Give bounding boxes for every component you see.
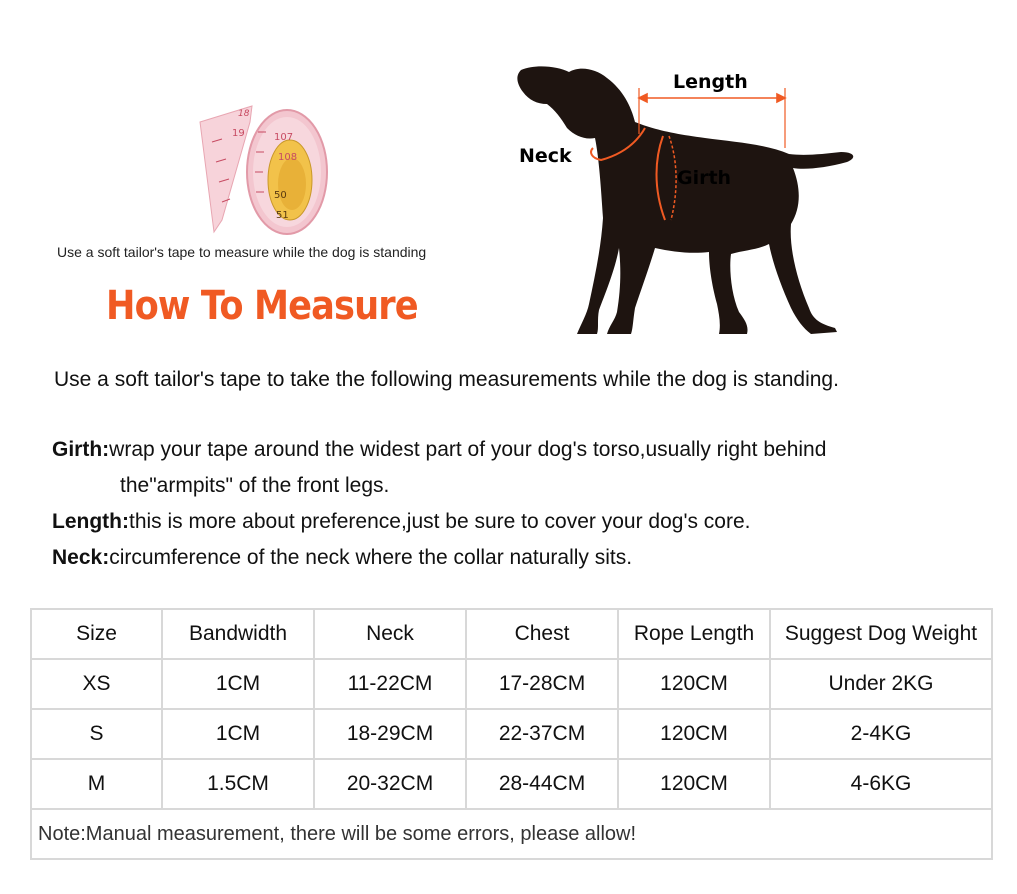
table-cell: 120CM [618,759,770,809]
length-term: Length: [52,510,129,533]
table-note-row [31,809,992,859]
table-header: Rope Length [618,609,770,659]
table-row [31,659,992,709]
tape-number: 19 [232,128,245,139]
table-cell: 28-44CM [466,759,618,809]
table-header-row [31,609,992,659]
dog-silhouette [517,66,853,334]
table-cell: XS [31,659,162,709]
table-cell: 120CM [618,659,770,709]
neck-term: Neck: [52,546,110,569]
table-cell: S [31,709,162,759]
neck-definition [52,546,632,570]
table-cell: Under 2KG [770,659,992,709]
table-header: Neck [314,609,466,659]
table-header: Size [31,609,162,659]
table-header: Bandwidth [162,609,314,659]
table-header: Suggest Dog Weight [770,609,992,659]
table-cell: 120CM [618,709,770,759]
tape-number: 108 [278,152,298,163]
girth-term: Girth: [52,438,110,461]
table-cell: 1.5CM [162,759,314,809]
size-table [30,608,993,860]
table-cell: 1CM [162,659,314,709]
table-cell: 4-6KG [770,759,992,809]
table-cell: 20-32CM [314,759,466,809]
tape-number: 50 [274,190,287,201]
dog-measure-diagram [505,58,865,338]
table-header: Chest [466,609,618,659]
girth-label: Girth [677,167,732,189]
girth-text: wrap your tape around the widest part of your dog's torso,usually right behind [109,438,827,461]
tape-number: 107 [274,132,294,143]
page-title: How To Measure [106,283,418,329]
table-cell: 22-37CM [466,709,618,759]
table-cell: 18-29CM [314,709,466,759]
girth-definition [52,438,826,462]
girth-definition-cont: the"armpits" of the front legs. [120,474,390,497]
table-cell: M [31,759,162,809]
table-cell: 17-28CM [466,659,618,709]
length-text: this is more about preference,just be sure to cover your dog's core. [128,510,751,533]
tape-number: 18 [238,109,250,119]
length-label: Length [673,71,748,93]
tape-number: 51 [276,210,289,221]
table-note: Note:Manual measurement, there will be some errors, please allow! [31,809,992,859]
length-definition [52,510,750,534]
table-row [31,709,992,759]
neck-text: circumference of the neck where the collar naturally sits. [109,546,633,569]
intro-text: Use a soft tailor's tape to take the following measurements while the dog is standing. [54,368,839,391]
table-cell: 1CM [162,709,314,759]
tape-caption: Use a soft tailor's tape to measure while the dog is standing [57,244,427,260]
neck-label: Neck [519,145,572,167]
table-row [31,759,992,809]
tape-measure-image [192,102,337,237]
table-cell: 11-22CM [314,659,466,709]
table-cell: 2-4KG [770,709,992,759]
